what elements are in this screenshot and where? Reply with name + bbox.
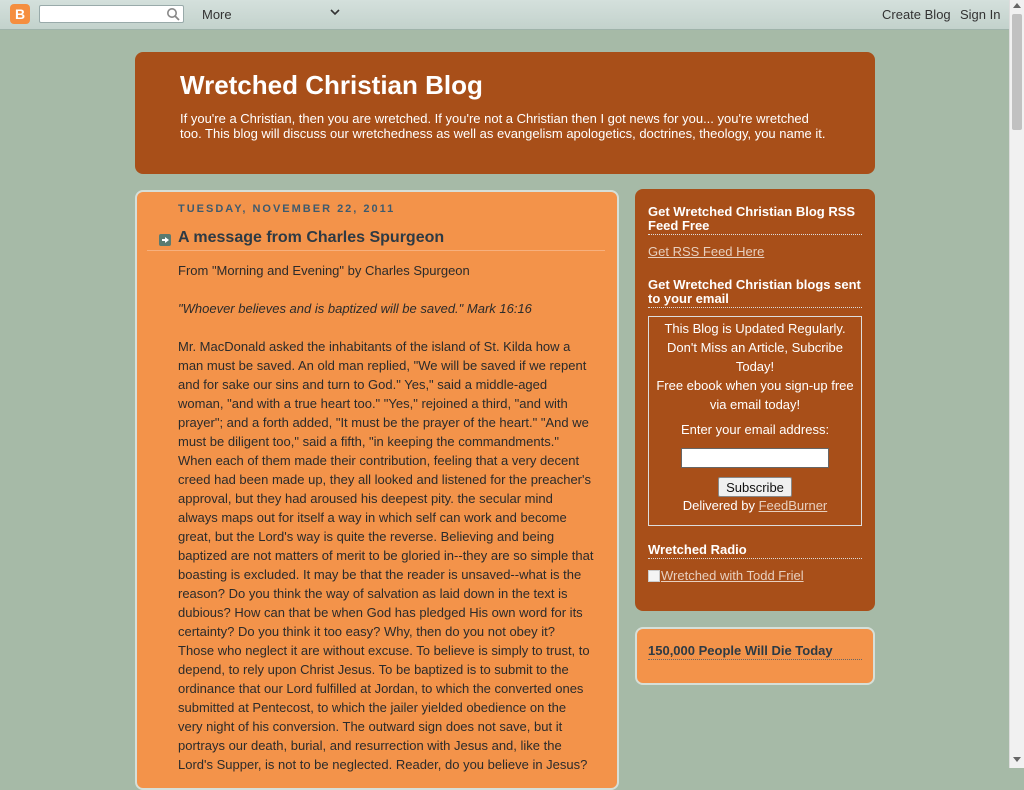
- delivered-by-line: [649, 496, 861, 515]
- post-text: Mr. MacDonald asked the inhabitants of the island of St. Kilda how a man must be saved. An old man replied, "We will be saved if we repent and for sake our sins and turn to God." Yes," said a middle-aged woman, "and with a true heart too." "Yes," rejoined a third, "and with prayer"; and a forth added, "It must be the prayer of the heart." "And we must be diligent too," said a fifth, "in keeping the commandments." When each of them made their contribution, feeling that a very decent creed had been made up, they all looked and listened for the preacher's approval, but they had aroused his deepest pity. the secular mind always maps out for itself a way in which self can work and become great, but the Lord's way is quite the reverse. Believing and being baptized are not matters of merit to be gloried in--they are so simple that boasting is excluded. It may be that the reader is unsaved--what is the reason? Do you think the way of salvation as laid down in the text is dubious? How can that be when God has pledged His own word for its certainty? Do you think it too easy? Why, then do you not obey it? Those who neglect it are without excuse. To believe is simply to trust, to depend, to rely upon Christ Jesus. To be baptized is to submit to the ordinance that our Lord fulfilled at Jordan, to which the converted ones submitted at Pentecost, to which the jailer yielded obedience on the very night of his conversion. The outward sign does not save, but it portrays our death, burial, and resurrection with Jesus and, like the Lord's Supper, is not to be neglected. Reader, do you believe in Jesus?: [178, 339, 594, 772]
- subscribe-button[interactable]: Subscribe: [718, 477, 792, 497]
- search-icon[interactable]: [166, 7, 180, 21]
- scroll-down-arrow-icon[interactable]: [1013, 757, 1021, 762]
- sidebar-die-today-panel: [635, 627, 875, 685]
- create-blog-link[interactable]: Create Blog: [882, 7, 951, 22]
- post-date: TUESDAY, NOVEMBER 22, 2011: [178, 203, 396, 215]
- email-widget-title: Get Wretched Christian blogs sent to your email: [648, 277, 861, 306]
- scroll-up-arrow-icon[interactable]: [1013, 3, 1021, 8]
- radio-widget-title: Wretched Radio: [648, 543, 862, 559]
- page-scrollbar[interactable]: [1009, 0, 1024, 768]
- blog-header: [135, 52, 875, 174]
- scroll-thumb[interactable]: [1012, 14, 1022, 130]
- rss-feed-link[interactable]: Get RSS Feed Here: [648, 244, 765, 259]
- delivered-by-prefix: Delivered by: [682, 498, 755, 513]
- email-subscribe-form: [648, 316, 862, 526]
- arrow-right-icon: [159, 234, 171, 246]
- wretched-radio-image-link[interactable]: [648, 568, 804, 583]
- email-promo-line: This Blog is Updated Regularly. Don't Miss an Article, Subcribe Today!: [664, 321, 846, 374]
- email-ebook-line: Free ebook when you sign-up free via email today!: [656, 378, 854, 412]
- post-verse: "Whoever believes and is baptized will be saved." Mark 16:16: [178, 301, 532, 316]
- rss-widget-title: Get Wretched Christian Blog RSS Feed Free: [648, 205, 862, 235]
- blog-description: If you're a Christian, then you are wretched. If you're not a Christian then I got news for you... you're wretched too. This blog will discuss our wretchedness as well as evangelism apologetics, doctrines, theology, you name it.: [180, 111, 826, 141]
- blog-title[interactable]: Wretched Christian Blog: [180, 70, 483, 100]
- blogger-navbar: [0, 0, 1009, 30]
- sidebar-main-panel: [635, 189, 875, 611]
- broken-image-icon: [648, 570, 660, 582]
- feedburner-link[interactable]: FeedBurner: [758, 498, 828, 513]
- radio-image-alt: Wretched with Todd Friel: [661, 568, 804, 583]
- post-body: [178, 261, 594, 774]
- navbar-search-input[interactable]: [43, 7, 161, 21]
- post-title-row: [147, 226, 605, 251]
- post-title[interactable]: A message from Charles Spurgeon: [178, 229, 445, 246]
- email-promo-text: [655, 319, 855, 414]
- sign-in-link[interactable]: Sign In: [960, 7, 1001, 22]
- more-menu-label[interactable]: More: [202, 7, 232, 22]
- main-column: [135, 190, 619, 790]
- die-today-widget-title: 150,000 People Will Die Today: [648, 644, 862, 660]
- chevron-down-icon[interactable]: [330, 7, 340, 17]
- navbar-search-box[interactable]: [39, 5, 184, 23]
- post-intro: From "Morning and Evening" by Charles Spurgeon: [178, 263, 470, 278]
- blogger-logo-icon[interactable]: B: [10, 4, 30, 24]
- email-field-label: Enter your email address:: [680, 422, 830, 437]
- email-field[interactable]: [681, 448, 829, 468]
